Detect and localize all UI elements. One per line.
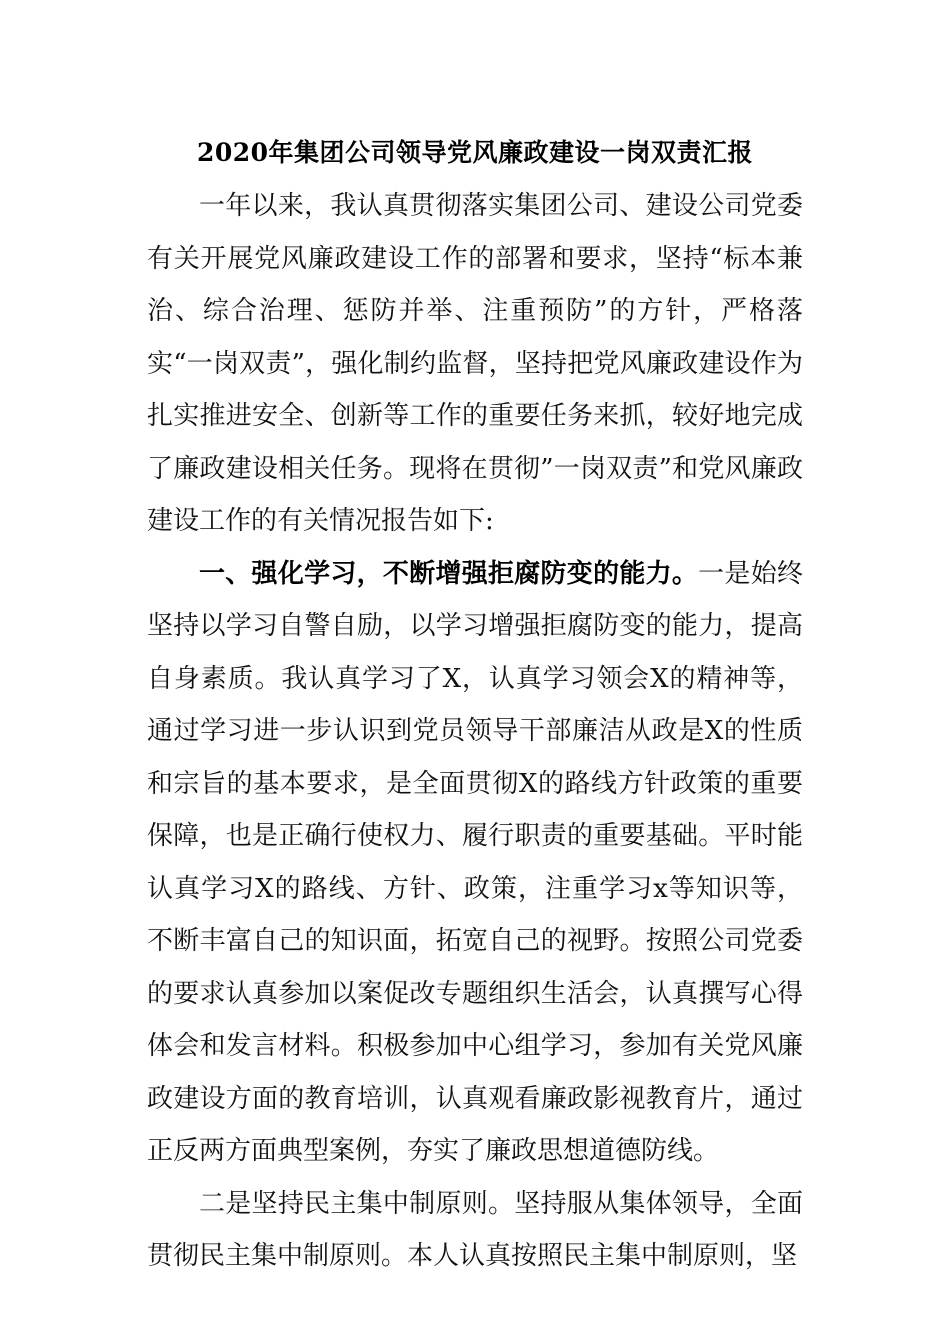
paragraph-intro <box>147 180 803 548</box>
paragraph-section-1 <box>147 548 803 1178</box>
paragraph-text: 一年以来，我认真贯彻落实集团公司、建设公司党委有关开展党风廉政建设工作的部署和要求，坚持“标本兼治、综合治理、惩防并举、注重预防”的方针，严格落实“一岗双责”，强化制约监督，坚持把党风廉政建设作为扎实推进安全、创新等工作的重要任务来抓，较好地完成了廉政建设相关任务。现将在贯彻”一岗双责”和党风廉政建设工作的有关情况报告如下: <box>147 191 803 536</box>
paragraph-text: 二是坚持民主集中制原则。坚持服从集体领导，全面贯彻民主集中制原则。本人认真按照民主集中制原则，坚 <box>147 1188 803 1271</box>
paragraph-text: 一是始终坚持以学习自警自励，以学习增强拒腐防变的能力，提高自身素质。我认真学习了X，认真学习领会X的精神等，通过学习进一步认识到党员领导干部廉洁从政是X的性质和宗旨的基本要求，是全面贯彻X的路线方针政策的重要保障，也是正确行使权力、履行职责的重要基础。平时能认真学习X的路线、方针、政策，注重学习x等知识等，不断丰富自己的知识面，拓宽自己的视野。按照公司党委的要求认真参加以案促改专题组织生活会，认真撰写心得体会和发言材料。积极参加中心组学习，参加有关党风廉政建设方面的教育培训，认真观看廉政影视教育片，通过正反两方面典型案例，夯实了廉政思想道德防线。 <box>147 558 803 1166</box>
document-body <box>147 180 803 1283</box>
document-title: 2020年集团公司领导党风廉政建设一岗双责汇报 <box>196 138 754 167</box>
section-heading: 一、强化学习，不断增强拒腐防变的能力。 <box>199 558 699 589</box>
paragraph-democratic-centralism <box>147 1178 803 1283</box>
